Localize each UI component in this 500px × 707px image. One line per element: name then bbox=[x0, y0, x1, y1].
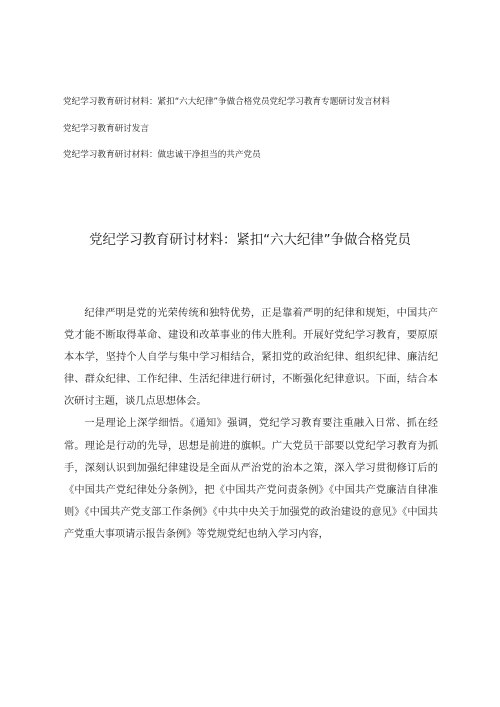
toc-item: 党纪学习教育研讨材料：紧扣“六大纪律”争做合格党员党纪学习教育专题研讨发言材料 bbox=[63, 97, 390, 107]
body-paragraph: 纪律严明是党的光荣传统和独特优势，正是靠着严明的纪律和规矩，中国共产党才能不断取得革命、建设和改革事业的伟大胜利。开展好党纪学习教育，要原原本本学，坚持个人自学与集中学习相结合，紧扣党的政治纪律、组织纪律、廉洁纪律、群众纪律、工作纪律、生活纪律进行研讨，不断强化纪律意识。下面，结合本次研讨主题，谈几点思想体会。 bbox=[64, 308, 438, 408]
document-body bbox=[64, 303, 438, 546]
toc-item: 党纪学习教育研讨材料：做忠诚干净担当的共产党员 bbox=[63, 150, 261, 160]
document-title: 党纪学习教育研讨材料：紧扣“六大纪律”争做合格党员 bbox=[89, 233, 411, 248]
table-of-contents bbox=[63, 96, 443, 175]
toc-item: 党纪学习教育研讨发言 bbox=[63, 124, 149, 134]
body-paragraph: 一是理论上深学细悟。《通知》强调，党纪学习教育要注重融入日常、抓在经常。理论是行动的先导，思想是前进的旗帜。广大党员干部要以党纪学习教育为抓手，深刻认识到加强纪律建设是全面从严治党的治本之策，深入学习贯彻修订后的《中国共产党纪律处分条例》，把《中国共产党问责条例》《中国共产党廉洁自律准则》《中国共产党支部工作条例》《中共中央关于加强党的政治建设的意见》《中国共产党重大事项请示报告条例》等党规党纪也纳入学习内容， bbox=[64, 418, 438, 540]
